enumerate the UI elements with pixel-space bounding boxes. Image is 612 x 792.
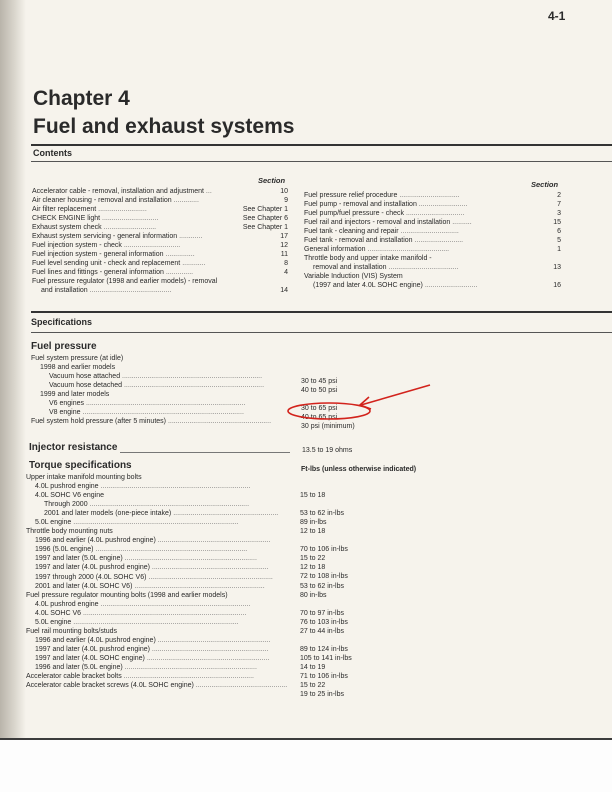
spec-label-text: 1996 (5.0L engine) — [35, 546, 94, 554]
spec-value: 30 to 45 psi — [301, 378, 338, 385]
leader-dots: ......................... — [416, 201, 468, 208]
leader-dots: ................................................................... — [132, 582, 265, 590]
contents-entry-title: (1997 and later 4.0L SOHC engine) ........................... — [313, 282, 478, 289]
leader-dots: .......................................... — [365, 246, 450, 253]
leader-dots: ............ — [180, 260, 206, 267]
spec-label-text: 1998 and earlier models — [40, 364, 116, 372]
spec-value: 14 to 19 — [300, 663, 326, 671]
spec-value: 89 to 124 in-lbs — [300, 645, 348, 653]
spec-label-text: 1997 and later (5.0L engine) — [35, 555, 123, 563]
spec-value: 15 to 18 — [300, 492, 326, 500]
leader-dots: ............... — [163, 251, 195, 258]
contents-entry-title: Fuel rail and injectors - removal and installation .......... — [304, 219, 472, 226]
spec-label-text: Fuel system hold pressure (after 5 minutes) — [31, 418, 166, 426]
spec-label-text: 4.0L pushrod engine — [35, 483, 99, 491]
leader-dots: ........................................................................ — [122, 382, 265, 390]
contents-entry-title: and installation .......................................... — [41, 287, 172, 294]
contents-entry-section: 1 — [557, 246, 561, 253]
contents-entry-title: Air filter replacement ......................... — [32, 206, 147, 213]
spec-value: 40 to 65 psi — [301, 414, 338, 422]
contents-entry-title: removal and installation .................................... — [313, 264, 459, 271]
spec-value: 105 to 141 in-lbs — [300, 654, 352, 662]
leader-dots: .............. — [163, 269, 194, 276]
leader-dots: .................................................................... — [122, 663, 257, 671]
page-number: 4-1 — [548, 9, 566, 23]
contents-entry-section: 8 — [284, 260, 288, 267]
injector-resistance-heading: Injector resistance — [29, 442, 118, 453]
leader-dots: ................................................................... — [121, 673, 254, 681]
spec-label-text: Through 2000 — [44, 501, 88, 509]
leader-dots: .................................... — [386, 264, 459, 271]
contents-entry-section: 15 — [553, 219, 561, 226]
spec-label-text: 4.0L pushrod engine — [35, 600, 99, 608]
leader-dots: ......................... — [96, 206, 147, 213]
leader-dots: ..................................................................................... — [71, 618, 239, 626]
contents-entry-section: See Chapter 6 — [242, 215, 288, 222]
spec-label-text: Accelerator cable bracket screws (4.0L SOHC engine) — [26, 682, 194, 690]
contents-entry-title: Accelerator cable - removal, installation and adjustment ... — [32, 188, 212, 195]
spec-label-text: 1996 and earlier (4.0L pushrod engine) — [35, 537, 156, 545]
contents-entry-section: 2 — [557, 192, 561, 199]
leader-dots: .............................. — [398, 228, 459, 235]
contents-entry-section: 13 — [553, 264, 561, 271]
leader-dots: ........................................................................ — [120, 373, 263, 381]
contents-entry-section: 10 — [280, 188, 288, 195]
contents-entry-section: 6 — [557, 228, 561, 235]
leader-dots: ........................... — [422, 282, 478, 289]
leader-dots: .................................................................................. — [84, 400, 246, 408]
spec-label-text: 1997 and later (4.0L SOHC engine) — [35, 654, 145, 662]
contents-entry-title: Air cleaner housing - removal and installation ............. — [32, 197, 199, 204]
spec-value: 53 to 62 in-lbs — [300, 582, 344, 590]
contents-entry-title: Exhaust system check ........................... — [32, 224, 157, 231]
contents-entry-title: Fuel level sending unit - check and replacement ............ — [32, 260, 206, 267]
spec-label-text: 1999 and later models — [40, 391, 110, 399]
contents-entry-section: 7 — [557, 201, 561, 208]
spec-label-text: V6 engines — [49, 400, 85, 408]
chapter-title: Fuel and exhaust systems — [33, 115, 295, 138]
spec-label-text: 1997 and later (4.0L pushrod engine) — [35, 645, 150, 653]
spec-value: 40 to 50 psi — [301, 387, 338, 395]
leader-dots: ... — [203, 188, 212, 195]
leader-dots: ............................................................................. — [98, 483, 251, 491]
spec-label-text: 5.0L engine — [35, 519, 72, 527]
contents-entry-title: Fuel pump - removal and installation ......................... — [304, 201, 468, 208]
spec-label-text: 1996 and later (5.0L engine) — [35, 663, 123, 671]
leader-dots: ............................................... — [193, 682, 288, 690]
leader-dots: ..................................................................................... — [71, 519, 239, 527]
leader-dots: ............................................................ — [149, 564, 269, 572]
spec-value: 89 in-lbs — [300, 519, 327, 527]
spec-value: 15 to 22 — [300, 682, 326, 690]
contents-entry-section: 16 — [553, 282, 561, 289]
specifications-heading: Specifications — [31, 317, 93, 327]
leader-dots: ................................................................ — [146, 573, 273, 581]
leader-dots: ............................................................... — [144, 654, 270, 662]
spec-label-text: V8 engine — [49, 409, 81, 417]
red-circle-annotation — [288, 403, 370, 419]
contents-entry-title: Throttle body and upper intake manifold - — [304, 255, 432, 262]
spec-label-text: 2001 and later models (one-piece intake) — [44, 510, 172, 518]
spec-label-text: 1996 and earlier (4.0L pushrod engine) — [35, 636, 156, 644]
spec-label-text: 4.0L SOHC V6 — [35, 609, 82, 617]
spec-value: 70 to 106 in-lbs — [300, 546, 348, 554]
spec-value: 53 to 62 in-lbs — [300, 510, 344, 518]
spec-value: 12 to 18 — [300, 564, 326, 572]
section-label-left: Section — [258, 176, 286, 185]
section-label-right: Section — [531, 180, 559, 189]
spec-label-text: Vacuum hose detached — [49, 382, 123, 390]
spec-label-text: 1997 through 2000 (4.0L SOHC V6) — [35, 573, 147, 581]
leader-dots: .............................................................................. — [93, 546, 248, 554]
torque-unit-note: Ft-lbs (unless otherwise indicated) — [301, 466, 417, 473]
spec-value: 80 in-lbs — [300, 591, 327, 599]
spec-value: 76 to 103 in-lbs — [300, 618, 348, 626]
leader-dots: ................................................................................... — [80, 409, 244, 417]
torque-heading: Torque specifications — [29, 460, 132, 471]
contents-entry-section: See Chapter 1 — [242, 206, 288, 213]
leader-dots: .......... — [450, 219, 472, 226]
leader-dots: ............. — [171, 197, 199, 204]
leader-dots: ............................. — [121, 242, 181, 249]
spec-value: 72 to 108 in-lbs — [300, 573, 348, 581]
spec-label-text: 5.0L engine — [35, 618, 72, 626]
spec-value: 70 to 97 in-lbs — [300, 609, 344, 617]
spec-label-text: 4.0L SOHC V6 engine — [35, 492, 105, 500]
contents-entry-title: Fuel pressure relief procedure ............................... — [304, 192, 460, 199]
contents-entry-section: 4 — [284, 269, 288, 276]
spec-value: 19 to 25 in-lbs — [300, 691, 344, 699]
spec-value: 71 to 106 in-lbs — [300, 672, 348, 680]
spec-label-text: Throttle body mounting nuts — [26, 528, 113, 536]
spec-label-text: Upper intake manifold mounting bolts — [26, 474, 142, 481]
fuel-pressure-heading: Fuel pressure — [31, 341, 97, 352]
contents-entry-title: CHECK ENGINE light ............................. — [32, 215, 159, 222]
contents-entry-title: General information .......................................... — [304, 246, 450, 253]
leader-dots: ............................. — [100, 215, 159, 222]
contents-entry-title: Fuel injection system - general information ............... — [32, 251, 195, 258]
spec-value: 30 to 65 psi — [301, 405, 338, 413]
contents-entry-section: 12 — [280, 242, 288, 249]
leader-dots: .......................................... — [87, 287, 172, 294]
contents-entry-section: 5 — [557, 237, 561, 244]
red-arrow-shaft — [361, 385, 430, 405]
leader-dots: .............................. — [404, 210, 465, 217]
leader-dots: .................................................................... — [122, 555, 257, 563]
contents-entry-section: 11 — [280, 251, 288, 258]
leader-dots: .................................................................................... — [81, 609, 247, 617]
leader-dots: ............................................................ — [149, 645, 269, 653]
spec-label-text: Vacuum hose attached — [49, 373, 121, 381]
spec-label-text: 1997 and later (4.0L pushrod engine) — [35, 564, 150, 572]
spec-value: 27 to 44 in-lbs — [300, 627, 344, 635]
contents-heading: Contents — [33, 148, 72, 158]
leader-dots: ............................................................................. — [98, 600, 251, 608]
spec-value: 15 to 22 — [300, 555, 326, 563]
contents-entry-title: Exhaust system servicing - general information ............ — [32, 233, 203, 240]
injector-resistance-value: 13.5 to 19 ohms — [302, 447, 353, 454]
leader-dots: ............ — [177, 233, 203, 240]
contents-entry-title: Fuel injection system - check ............................. — [32, 242, 181, 249]
contents-entry-section: 3 — [557, 210, 561, 217]
contents-entry-section: 17 — [280, 233, 288, 240]
contents-entry-title: Fuel tank - cleaning and repair .............................. — [304, 228, 459, 235]
leader-dots: ..................................................... — [166, 418, 272, 426]
contents-entry-section: See Chapter 1 — [242, 224, 288, 231]
contents-entry-title: Fuel pump/fuel pressure - check .............................. — [304, 210, 465, 217]
leader-dots: .................................................................................. — [87, 501, 250, 509]
leader-dots: ......................... — [412, 237, 464, 244]
leader-dots: ...................................................... — [171, 510, 279, 518]
spec-label-text: Fuel rail mounting bolts/studs — [26, 627, 118, 635]
spec-label-text: 2001 and later (4.0L SOHC V6) — [35, 582, 133, 590]
chapter-number: Chapter 4 — [33, 87, 130, 110]
leader-dots: ........................... — [101, 224, 157, 231]
spec-label-text: Fuel pressure regulator mounting bolts (1998 and earlier models) — [26, 591, 228, 599]
contents-entry-title: Fuel lines and fittings - general information .............. — [32, 269, 194, 276]
spec-label-text: Accelerator cable bracket bolts — [26, 673, 122, 681]
leader-dots: .......................................................... — [155, 537, 271, 545]
spec-label-text: Fuel system pressure (at idle) — [31, 355, 124, 362]
contents-entry-section: 9 — [284, 197, 288, 204]
leader-dots: ............................... — [397, 192, 460, 199]
contents-entry-title: Fuel tank - removal and installation ......................... — [304, 237, 464, 244]
contents-entry-section: 14 — [280, 287, 288, 294]
leader-dots: .......................................................... — [155, 636, 271, 644]
spec-value: 12 to 18 — [300, 528, 326, 536]
contents-entry-title: Variable Induction (VIS) System — [304, 273, 403, 280]
spec-value: 30 psi (minimum) — [301, 423, 355, 431]
contents-entry-title: Fuel pressure regulator (1998 and earlier models) - removal — [32, 278, 218, 285]
